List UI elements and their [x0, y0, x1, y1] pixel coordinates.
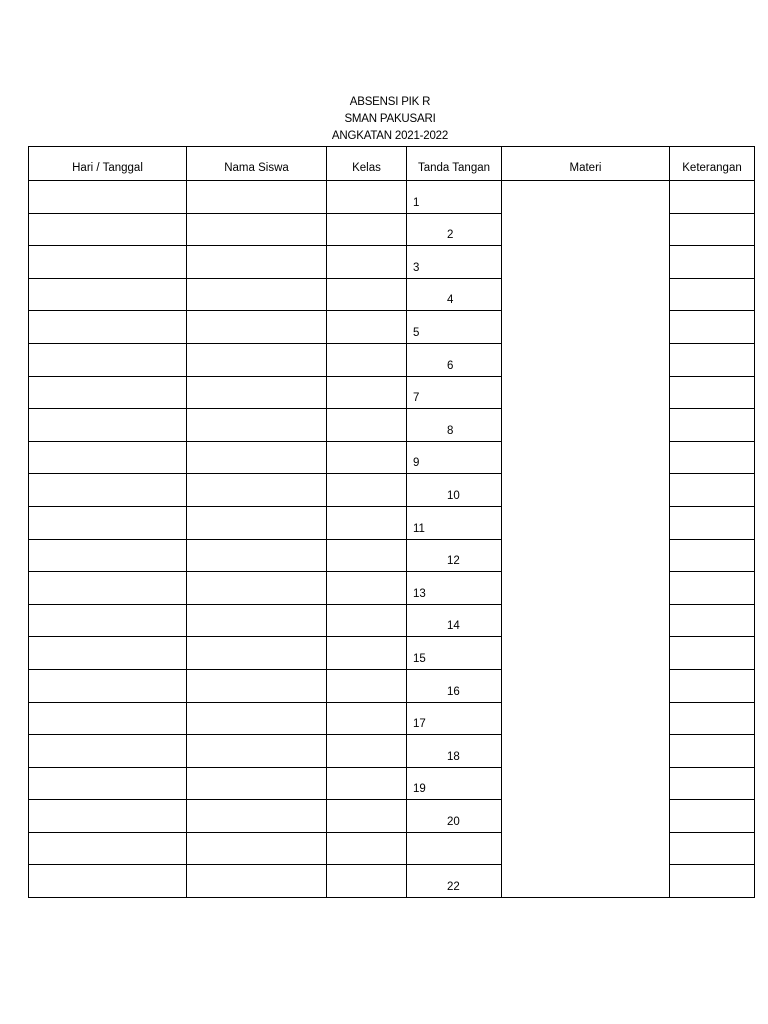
cell-keterangan	[670, 702, 755, 735]
cell-hari-tanggal	[29, 376, 187, 409]
cell-hari-tanggal	[29, 637, 187, 670]
cell-keterangan	[670, 409, 755, 442]
cell-keterangan	[670, 441, 755, 474]
cell-hari-tanggal	[29, 735, 187, 768]
cell-tanda-tangan	[407, 409, 502, 442]
cell-tanda-tangan	[407, 539, 502, 572]
cell-keterangan	[670, 865, 755, 898]
cell-keterangan	[670, 278, 755, 311]
cell-nama-siswa	[187, 832, 327, 865]
cell-kelas	[327, 865, 407, 898]
cell-keterangan	[670, 832, 755, 865]
cell-kelas	[327, 702, 407, 735]
cell-kelas	[327, 800, 407, 833]
cell-nama-siswa	[187, 669, 327, 702]
cell-kelas	[327, 181, 407, 214]
signature-number: 9	[413, 457, 420, 470]
cell-keterangan	[670, 311, 755, 344]
cell-keterangan	[670, 800, 755, 833]
cell-tanda-tangan	[407, 604, 502, 637]
cell-hari-tanggal	[29, 474, 187, 507]
column-header-nama-siswa: Nama Siswa	[187, 147, 327, 181]
cell-nama-siswa	[187, 311, 327, 344]
cell-nama-siswa	[187, 409, 327, 442]
cell-kelas	[327, 376, 407, 409]
cell-kelas	[327, 669, 407, 702]
title-line-2: SMAN PAKUSARI	[344, 113, 436, 125]
cell-hari-tanggal	[29, 246, 187, 279]
cell-kelas	[327, 213, 407, 246]
signature-number: 18	[447, 750, 460, 763]
cell-kelas	[327, 572, 407, 605]
cell-nama-siswa	[187, 572, 327, 605]
column-header-kelas: Kelas	[327, 147, 407, 181]
cell-hari-tanggal	[29, 539, 187, 572]
cell-nama-siswa	[187, 474, 327, 507]
cell-tanda-tangan	[407, 669, 502, 702]
cell-kelas	[327, 311, 407, 344]
cell-nama-siswa	[187, 181, 327, 214]
cell-tanda-tangan	[407, 441, 502, 474]
cell-keterangan	[670, 669, 755, 702]
cell-hari-tanggal	[29, 181, 187, 214]
cell-tanda-tangan	[407, 343, 502, 376]
cell-tanda-tangan	[407, 311, 502, 344]
cell-tanda-tangan	[407, 213, 502, 246]
cell-keterangan	[670, 572, 755, 605]
cell-tanda-tangan	[407, 702, 502, 735]
signature-number: 13	[413, 587, 426, 600]
cell-nama-siswa	[187, 343, 327, 376]
cell-keterangan	[670, 181, 755, 214]
cell-tanda-tangan	[407, 865, 502, 898]
signature-number: 17	[413, 718, 426, 731]
cell-hari-tanggal	[29, 441, 187, 474]
title-line-3: ANGKATAN 2021-2022	[331, 130, 449, 142]
cell-tanda-tangan	[407, 767, 502, 800]
cell-hari-tanggal	[29, 409, 187, 442]
table-row	[29, 181, 755, 214]
signature-number: 20	[447, 815, 460, 828]
cell-kelas	[327, 474, 407, 507]
cell-keterangan	[670, 506, 755, 539]
cell-tanda-tangan	[407, 474, 502, 507]
cell-nama-siswa	[187, 246, 327, 279]
attendance-table	[28, 146, 755, 898]
cell-kelas	[327, 506, 407, 539]
column-header-hari-tanggal: Hari / Tanggal	[29, 147, 187, 181]
signature-number: 4	[447, 294, 454, 307]
cell-keterangan	[670, 474, 755, 507]
cell-keterangan	[670, 604, 755, 637]
cell-kelas	[327, 441, 407, 474]
column-header-keterangan: Keterangan	[670, 147, 755, 181]
cell-tanda-tangan	[407, 278, 502, 311]
cell-hari-tanggal	[29, 604, 187, 637]
signature-number: 11	[413, 522, 425, 535]
cell-keterangan	[670, 539, 755, 572]
document-title-block	[0, 94, 768, 145]
cell-kelas	[327, 767, 407, 800]
cell-nama-siswa	[187, 735, 327, 768]
cell-nama-siswa	[187, 637, 327, 670]
cell-hari-tanggal	[29, 702, 187, 735]
cell-tanda-tangan	[407, 637, 502, 670]
cell-hari-tanggal	[29, 800, 187, 833]
cell-nama-siswa	[187, 376, 327, 409]
signature-number: 15	[413, 652, 426, 665]
signature-number: 6	[447, 359, 454, 372]
table-header-row	[29, 147, 755, 181]
signature-number: 3	[413, 261, 420, 274]
column-header-tanda-tangan: Tanda Tangan	[407, 147, 502, 181]
cell-tanda-tangan	[407, 246, 502, 279]
cell-tanda-tangan	[407, 735, 502, 768]
cell-nama-siswa	[187, 213, 327, 246]
cell-kelas	[327, 278, 407, 311]
cell-hari-tanggal	[29, 832, 187, 865]
column-header-materi: Materi	[502, 147, 670, 181]
cell-tanda-tangan	[407, 832, 502, 865]
cell-keterangan	[670, 246, 755, 279]
signature-number: 2	[447, 229, 454, 242]
signature-number: 7	[413, 392, 420, 405]
cell-nama-siswa	[187, 865, 327, 898]
cell-hari-tanggal	[29, 506, 187, 539]
signature-number: 12	[447, 555, 460, 568]
cell-keterangan	[670, 343, 755, 376]
cell-kelas	[327, 735, 407, 768]
signature-number: 22	[447, 881, 460, 894]
cell-nama-siswa	[187, 604, 327, 637]
signature-number: 14	[447, 620, 460, 633]
cell-nama-siswa	[187, 702, 327, 735]
cell-keterangan	[670, 376, 755, 409]
cell-hari-tanggal	[29, 343, 187, 376]
cell-nama-siswa	[187, 506, 327, 539]
cell-hari-tanggal	[29, 572, 187, 605]
cell-kelas	[327, 832, 407, 865]
cell-keterangan	[670, 735, 755, 768]
cell-hari-tanggal	[29, 669, 187, 702]
cell-nama-siswa	[187, 278, 327, 311]
cell-nama-siswa	[187, 441, 327, 474]
cell-hari-tanggal	[29, 213, 187, 246]
cell-kelas	[327, 409, 407, 442]
cell-keterangan	[670, 213, 755, 246]
cell-hari-tanggal	[29, 278, 187, 311]
signature-number: 1	[413, 196, 420, 209]
signature-number: 8	[447, 424, 454, 437]
cell-materi	[502, 181, 670, 898]
cell-kelas	[327, 343, 407, 376]
cell-hari-tanggal	[29, 865, 187, 898]
cell-nama-siswa	[187, 800, 327, 833]
cell-nama-siswa	[187, 539, 327, 572]
cell-tanda-tangan	[407, 181, 502, 214]
signature-number: 10	[447, 489, 460, 502]
signature-number: 16	[447, 685, 460, 698]
signature-number: 19	[413, 783, 426, 796]
signature-number: 5	[413, 326, 420, 339]
cell-kelas	[327, 246, 407, 279]
cell-hari-tanggal	[29, 767, 187, 800]
title-line-1: ABSENSI PIK R	[349, 96, 431, 108]
cell-keterangan	[670, 637, 755, 670]
cell-tanda-tangan	[407, 800, 502, 833]
cell-kelas	[327, 604, 407, 637]
cell-nama-siswa	[187, 767, 327, 800]
cell-hari-tanggal	[29, 311, 187, 344]
cell-keterangan	[670, 767, 755, 800]
cell-kelas	[327, 637, 407, 670]
cell-tanda-tangan	[407, 376, 502, 409]
cell-tanda-tangan	[407, 506, 502, 539]
cell-kelas	[327, 539, 407, 572]
cell-tanda-tangan	[407, 572, 502, 605]
